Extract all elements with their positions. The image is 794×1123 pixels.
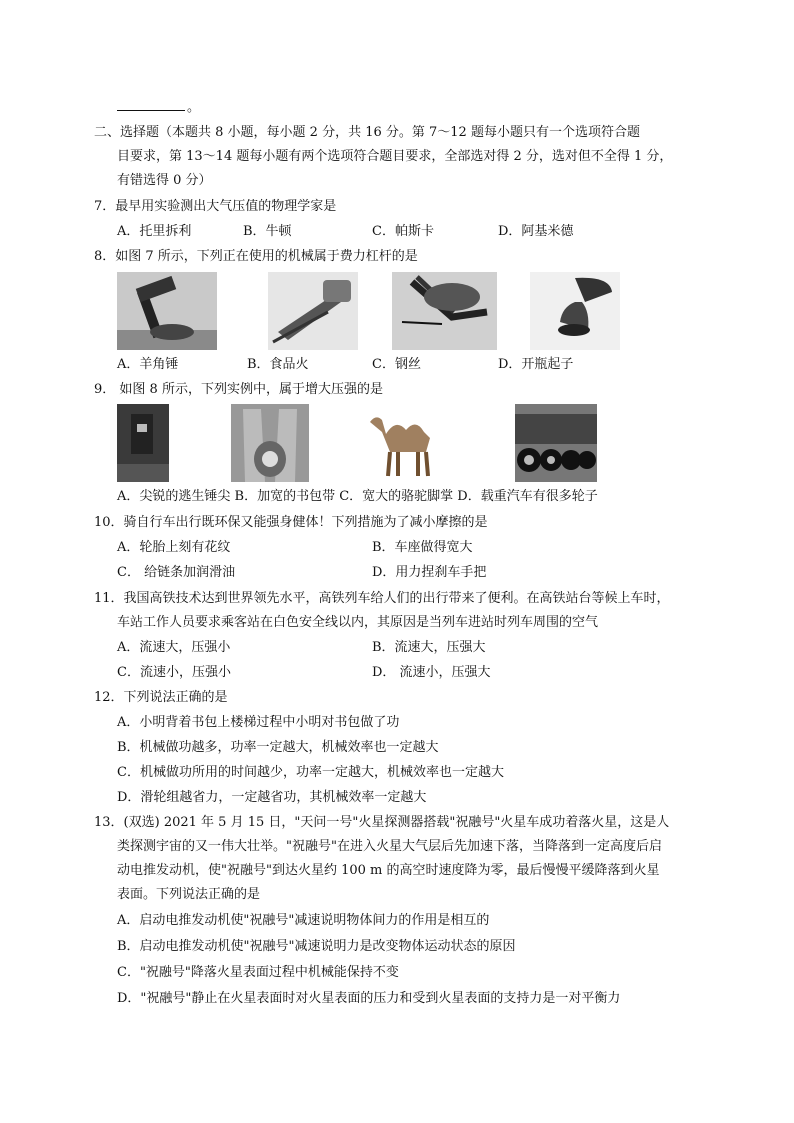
q8-option-c: C．钢丝 bbox=[372, 357, 421, 372]
question-13-stem-1: 13．(双选) 2021 年 5 月 15 日，"天问一号"火星探测器搭载"祝融号"火星车成功着落火星，这是人 bbox=[94, 815, 670, 830]
question-10-stem: 10．骑自行车出行既环保又能强身健体！下列措施为了减小摩擦的是 bbox=[94, 515, 488, 530]
bottle-opener-photo-icon bbox=[530, 272, 620, 350]
truck-wheels-photo-icon bbox=[515, 404, 597, 482]
camel-photo-icon bbox=[360, 404, 450, 482]
hammer-photo-icon bbox=[117, 272, 217, 350]
question-13-stem-3: 动电推发动机，使"祝融号"到达火星约 100 m 的高空时速度降为零，最后慢慢平缓降落到火星 bbox=[117, 863, 660, 878]
q13-option-b: B．启动电推发动机使"祝融号"减速说明力是改变物体运动状态的原因 bbox=[117, 939, 516, 954]
section-header-line-1: 二、选择题（本题共 8 小题，每小题 2 分，共 16 分。第 7～12 题每小题只有一个选项符合题 bbox=[94, 125, 640, 140]
question-9-stem: 9． 如图 8 所示，下列实例中，属于增大压强的是 bbox=[94, 382, 383, 397]
q7-option-a: A．托里拆利 bbox=[117, 224, 192, 239]
answer-blank-line bbox=[117, 98, 200, 117]
q10-option-b: B．车座做得宽大 bbox=[372, 540, 473, 555]
escape-hammer-photo-icon bbox=[117, 404, 169, 482]
q9-options-line: A．尖锐的逃生锤尖 B．加宽的书包带 C．宽大的骆驼脚掌 D．载重汽车有很多轮子 bbox=[117, 489, 598, 504]
period-mark: 。 bbox=[187, 100, 201, 115]
q10-option-d: D．用力捏刹车手把 bbox=[372, 565, 487, 580]
section-header-line-2: 目要求，第 13～14 题每小题有两个选项符合题目要求，全部选对得 2 分，选对但不全得 1 分， bbox=[117, 149, 673, 164]
q8-option-a: A．羊角锤 bbox=[117, 357, 179, 372]
q13-option-a: A．启动电推发动机使"祝融号"减速说明物体间力的作用是相互的 bbox=[117, 913, 490, 928]
question-12-stem: 12．下列说法正确的是 bbox=[94, 690, 228, 705]
q11-option-b: B．流速大，压强大 bbox=[372, 640, 486, 655]
q11-option-d: D． 流速小，压强大 bbox=[372, 665, 491, 680]
q7-option-b: B．牛顿 bbox=[243, 224, 292, 239]
q8-option-d: D．开瓶起子 bbox=[498, 357, 574, 372]
question-11-stem-2: 车站工作人员要求乘客站在白色安全线以内，其原因是当列车进站时列车周围的空气 bbox=[117, 615, 599, 630]
food-tongs-photo-icon bbox=[268, 272, 358, 350]
q11-option-c: C．流速小，压强小 bbox=[117, 665, 231, 680]
q12-option-c: C．机械做功所用的时间越少，功率一定越大，机械效率也一定越大 bbox=[117, 765, 504, 780]
q8-option-b: B．食品火 bbox=[247, 357, 309, 372]
q11-option-a: A．流速大，压强小 bbox=[117, 640, 231, 655]
question-13-stem-2: 类探测宇宙的又一伟大壮举。"祝融号"在进入火星大气层后先加速下落，当降落到一定高度后启 bbox=[117, 839, 662, 854]
q13-option-c: C．"祝融号"降落火星表面过程中机械能保持不变 bbox=[117, 965, 399, 980]
q13-option-d: D．"祝融号"静止在火星表面时对火星表面的压力和受到火星表面的支持力是一对平衡力 bbox=[117, 991, 621, 1006]
blank-underline bbox=[117, 98, 185, 111]
question-7-stem: 7．最早用实验测出大气压值的物理学家是 bbox=[94, 199, 337, 214]
question-8-stem: 8．如图 7 所示，下列正在使用的机械属于费力杠杆的是 bbox=[94, 249, 418, 264]
q12-option-b: B．机械做功越多，功率一定越大，机械效率也一定越大 bbox=[117, 740, 439, 755]
backpack-photo-icon bbox=[231, 404, 309, 482]
wire-cutter-photo-icon bbox=[392, 272, 497, 350]
q12-option-a: A．小明背着书包上楼梯过程中小明对书包做了功 bbox=[117, 715, 400, 730]
q10-option-c: C． 给链条加润滑油 bbox=[117, 565, 236, 580]
section-header-line-3: 有错选得 0 分） bbox=[117, 173, 212, 188]
q12-option-d: D．滑轮组越省力，一定越省功，其机械效率一定越大 bbox=[117, 790, 427, 805]
q7-option-c: C．帕斯卡 bbox=[372, 224, 434, 239]
question-13-stem-4: 表面。下列说法正确的是 bbox=[117, 887, 261, 902]
q7-option-d: D．阿基米德 bbox=[498, 224, 574, 239]
q10-option-a: A．轮胎上刻有花纹 bbox=[117, 540, 231, 555]
question-11-stem-1: 11．我国高铁技术达到世界领先水平，高铁列车给人们的出行带来了便利。在高铁站台等候上车时， bbox=[94, 591, 670, 606]
